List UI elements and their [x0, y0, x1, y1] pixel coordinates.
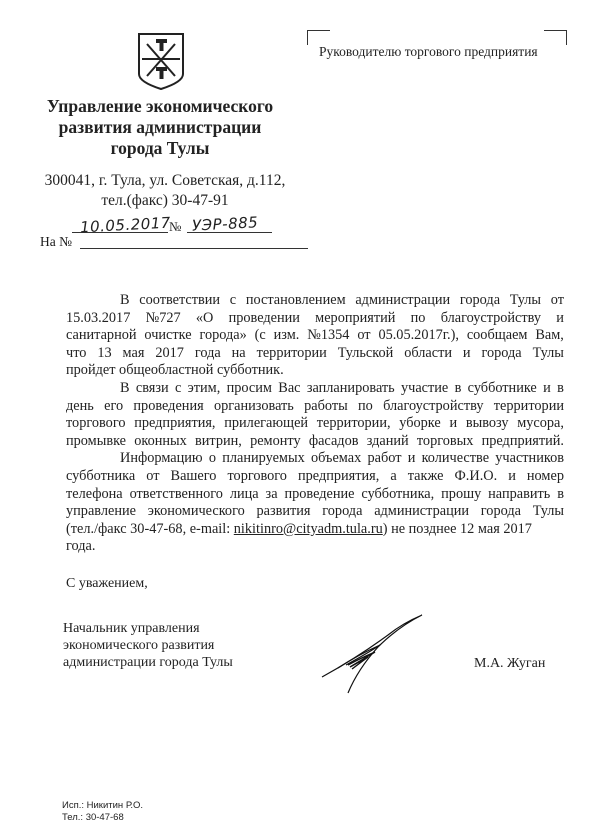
body-word: зданий — [366, 432, 409, 449]
body-word: Тулы — [532, 344, 564, 361]
body-word: года — [194, 344, 221, 361]
body-line — [66, 310, 564, 328]
organization-name — [30, 96, 290, 159]
body-word: участие — [401, 379, 449, 396]
body-word: с — [229, 292, 237, 308]
body-word: за — [265, 485, 278, 502]
body-word: день — [66, 397, 94, 414]
body-word: администрации — [374, 503, 470, 520]
body-word: области — [404, 344, 452, 361]
body-word: (с — [254, 327, 266, 344]
body-word: территории — [493, 397, 564, 414]
body-word: просим — [226, 379, 272, 396]
contact-line — [66, 521, 564, 539]
body-word: города — [481, 344, 522, 361]
outgoing-number: УЭР-885 — [191, 213, 259, 235]
body-line — [66, 433, 564, 451]
body-word: Тульской — [337, 344, 394, 361]
signatory-title — [63, 620, 233, 671]
addressee: Руководителю торгового предприятия — [319, 44, 538, 59]
address-line: тел.(факс) 30-47-91 — [101, 192, 229, 209]
body-word: участников — [495, 450, 564, 467]
address-line: 300041, г. Тула, ул. Советская, д.112, — [44, 172, 286, 189]
addressee-block — [307, 30, 567, 60]
body-word: торгового — [227, 467, 287, 484]
contact-text: (тел./факс 30-47-68, e-mail: — [66, 520, 234, 537]
body-word: прилегающей — [224, 415, 309, 432]
body-word: сообщаем — [466, 327, 528, 344]
body-word: №1354 — [307, 327, 350, 344]
body-word: от — [146, 467, 160, 484]
organization-line: Управление экономического — [46, 96, 274, 116]
body-word: о — [208, 450, 216, 467]
executor-phone: Тел.: 30-47-68 — [62, 812, 124, 823]
body-word: и — [407, 450, 416, 467]
body-word: города» — [199, 327, 247, 344]
executor-info — [62, 800, 143, 824]
body-word: уборке — [399, 415, 441, 432]
body-word: с — [174, 379, 182, 396]
body-word: 15.03.2017 — [66, 309, 131, 326]
body-word: организовать — [213, 397, 294, 414]
body-word: Вам, — [535, 327, 564, 344]
executor-name: Исп.: Никитин Р.О. — [62, 800, 144, 811]
body-word: мусора, — [517, 415, 564, 432]
body-word: планируемых — [222, 450, 305, 467]
body-word: работы — [304, 397, 348, 414]
body-word: В — [120, 292, 130, 308]
body-word: пройдет общеобластной субботник. — [66, 362, 284, 379]
signatory-title-line: Начальник управления — [63, 621, 200, 636]
body-word: связи — [135, 379, 169, 396]
body-word: №727 — [145, 309, 181, 326]
body-word: фасадов — [308, 432, 359, 449]
signatory-title-line: администрации города Тулы — [63, 655, 233, 670]
body-word: номер — [526, 467, 564, 484]
body-word: запланировать — [306, 379, 395, 396]
body-word: вывозу — [465, 415, 509, 432]
body-word: мероприятий — [315, 309, 396, 326]
body-word: торгового — [66, 415, 126, 432]
number-sign: № — [169, 219, 182, 234]
body-word: направить — [488, 485, 551, 502]
signatory-name: М.А. Жуган — [474, 656, 546, 671]
reference-label: На № — [40, 234, 72, 249]
body-word: очистке — [144, 327, 192, 344]
body-line — [66, 327, 564, 345]
body-word: администрации — [355, 292, 451, 308]
body-word: работ — [367, 450, 402, 467]
body-line — [66, 468, 564, 486]
body-word: 13 — [97, 344, 112, 361]
body-word: предприятий. — [481, 432, 564, 449]
body-line — [66, 398, 564, 416]
body-word: территории, — [316, 415, 391, 432]
body-word: экономического — [147, 503, 245, 520]
body-word: «О — [195, 309, 214, 326]
body-word: проведения — [133, 397, 204, 414]
letter-body — [66, 292, 564, 556]
body-word: Тулы — [532, 503, 564, 520]
deadline-text: ) не позднее 12 мая 2017 — [382, 520, 532, 537]
body-line — [66, 380, 564, 398]
body-word: оконных — [134, 432, 187, 449]
body-word: предприятия, — [134, 415, 216, 432]
body-word: проведение — [284, 485, 355, 502]
body-word: также — [407, 467, 444, 484]
body-line — [66, 486, 564, 504]
body-word: на — [231, 344, 246, 361]
body-word: его — [104, 397, 124, 414]
body-word: благоустройству — [440, 309, 542, 326]
body-word: в — [454, 379, 462, 396]
body-line — [66, 415, 564, 433]
body-word: от — [550, 292, 564, 308]
body-line — [66, 292, 564, 310]
body-word: Тулы — [509, 292, 542, 308]
body-line — [66, 450, 564, 468]
body-word: территории — [256, 344, 327, 361]
body-word: по — [410, 309, 426, 326]
body-word: постановлением — [245, 292, 346, 308]
reference-number-field — [40, 234, 280, 254]
body-word: и — [508, 467, 516, 484]
body-word: Вас — [278, 379, 301, 396]
body-word: и — [462, 344, 471, 361]
body-word: объемах — [310, 450, 362, 467]
body-word: телефона — [66, 485, 123, 502]
body-word: Информацию — [120, 450, 203, 467]
body-word: развития — [256, 503, 311, 520]
body-word: количестве — [421, 450, 490, 467]
organization-line: развития администрации — [58, 117, 262, 137]
body-word: Вашего — [170, 467, 217, 484]
body-word: города — [480, 503, 521, 520]
body-word: Ф.И.О. — [454, 467, 498, 484]
body-word: а — [390, 467, 397, 484]
body-line — [66, 538, 564, 556]
body-word: соответствии — [139, 292, 221, 308]
body-word: по — [358, 397, 373, 414]
body-final-word: года. — [66, 538, 96, 555]
body-word: ответственного — [129, 485, 223, 502]
body-word: благоустройству — [383, 397, 484, 414]
body-word: города — [459, 292, 501, 308]
body-line — [66, 345, 564, 363]
body-word: субботнике — [467, 379, 537, 396]
body-word: и — [449, 415, 458, 432]
body-word: промывке — [66, 432, 127, 449]
coat-of-arms-icon — [136, 32, 186, 92]
body-word: В — [120, 379, 130, 396]
body-word: и — [556, 309, 564, 326]
body-word: предприятия, — [298, 467, 380, 484]
body-word: 2017 — [155, 344, 184, 361]
body-word: 05.05.2017г.), — [378, 327, 459, 344]
body-word: что — [66, 344, 87, 361]
body-word: торговых — [416, 432, 474, 449]
handwritten-signature — [318, 605, 426, 695]
body-word: в — [557, 485, 564, 502]
body-word: в — [557, 379, 564, 396]
email-link[interactable]: nikitinro@cityadm.tula.ru — [233, 520, 383, 537]
body-word: изм. — [273, 327, 300, 344]
closing: С уважением, — [66, 576, 148, 591]
organization-address — [30, 171, 300, 211]
body-line — [66, 362, 564, 380]
body-word: от — [357, 327, 371, 344]
outgoing-date: 10.05.2017 — [79, 213, 172, 237]
body-line — [66, 503, 564, 521]
body-word: и — [543, 379, 551, 396]
body-word: санитарной — [66, 327, 137, 344]
body-word: субботника — [66, 467, 136, 484]
body-word: мая — [122, 344, 145, 361]
body-word: лица — [229, 485, 259, 502]
body-word: субботника, — [361, 485, 435, 502]
signatory-title-line: экономического развития — [63, 638, 215, 653]
organization-line: города Тулы — [110, 138, 210, 158]
body-word: управление — [66, 503, 136, 520]
body-word: ремонту — [250, 432, 301, 449]
body-word: проведении — [228, 309, 300, 326]
body-word: этим, — [187, 379, 221, 396]
body-word: города — [322, 503, 363, 520]
body-word: прошу — [441, 485, 482, 502]
body-word: витрин, — [195, 432, 242, 449]
